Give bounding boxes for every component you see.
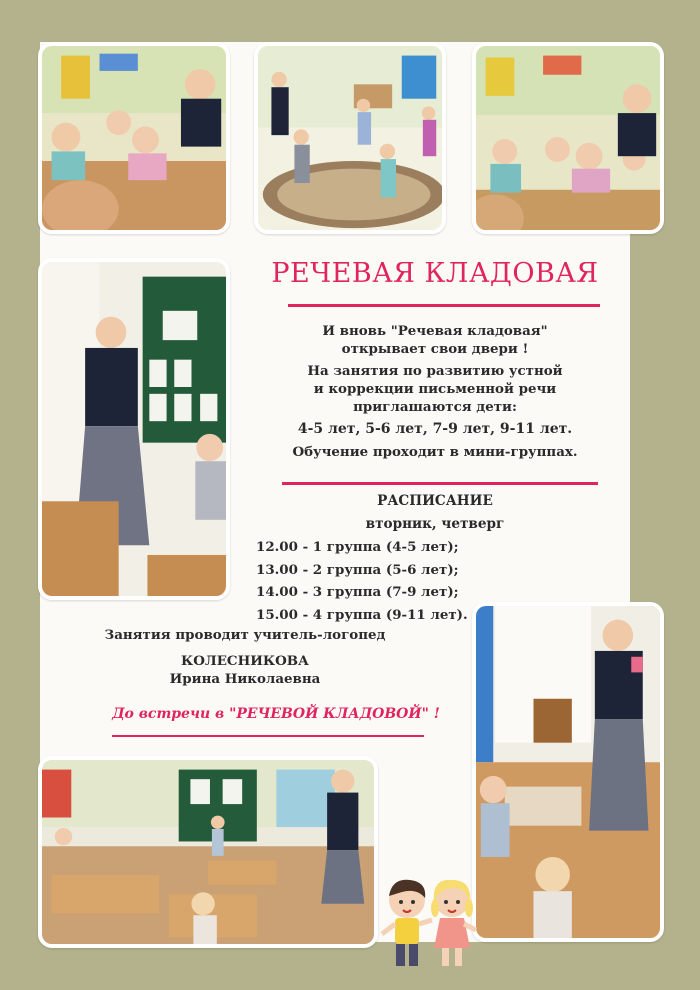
- age-groups: 4-5 лет, 5-6 лет, 7-9 лет, 9-11 лет.: [297, 421, 573, 437]
- title-underline: [288, 304, 600, 307]
- farewell-underline: [112, 735, 424, 737]
- photo-teacher-at-board: [38, 258, 230, 600]
- intro-underline: [282, 482, 598, 485]
- intro-text: [250, 322, 620, 461]
- schedule-slots: [256, 536, 486, 626]
- poster-title: РЕЧЕВАЯ КЛАДОВАЯ: [271, 258, 599, 289]
- schedule-days: вторник, четверг: [365, 516, 505, 532]
- intro-line-4: и коррекции письменной речи: [313, 381, 557, 397]
- cartoon-kids-illustration: [372, 868, 492, 978]
- photo-children-on-carpet: [254, 42, 446, 234]
- schedule-header: [300, 491, 570, 534]
- intro-line-2: открывает свои двери !: [341, 341, 529, 357]
- schedule-slot: 14.00 - 3 группа (7-9 лет);: [256, 584, 459, 600]
- photo-classroom-overview: [38, 756, 378, 948]
- photo-children-expressions: [472, 42, 664, 234]
- intro-line-1: И вновь "Речевая кладовая": [322, 323, 548, 339]
- farewell-text: До встречи в "РЕЧЕВОЙ КЛАДОВОЙ" !: [112, 706, 440, 722]
- schedule-slot: 12.00 - 1 группа (4-5 лет);: [256, 539, 459, 555]
- schedule-slot: 15.00 - 4 группа (9-11 лет).: [256, 606, 468, 623]
- teacher-surname: КОЛЕСНИКОВА: [181, 653, 309, 669]
- intro-line-5: приглашаются дети:: [353, 399, 517, 415]
- mini-groups-note: Обучение проходит в мини-группах.: [292, 444, 578, 460]
- photo-children-at-desks: [38, 42, 230, 234]
- photo-teacher-with-card: [472, 602, 664, 942]
- schedule-slot: 13.00 - 2 группа (5-6 лет);: [256, 561, 459, 578]
- teacher-intro: Занятия проводит учитель-логопед: [104, 627, 386, 643]
- intro-line-3: На занятия по развитию устной: [307, 363, 563, 379]
- teacher-name: Ирина Николаевна: [169, 671, 321, 687]
- teacher-info: [95, 626, 395, 688]
- schedule-heading: РАСПИСАНИЕ: [377, 493, 493, 509]
